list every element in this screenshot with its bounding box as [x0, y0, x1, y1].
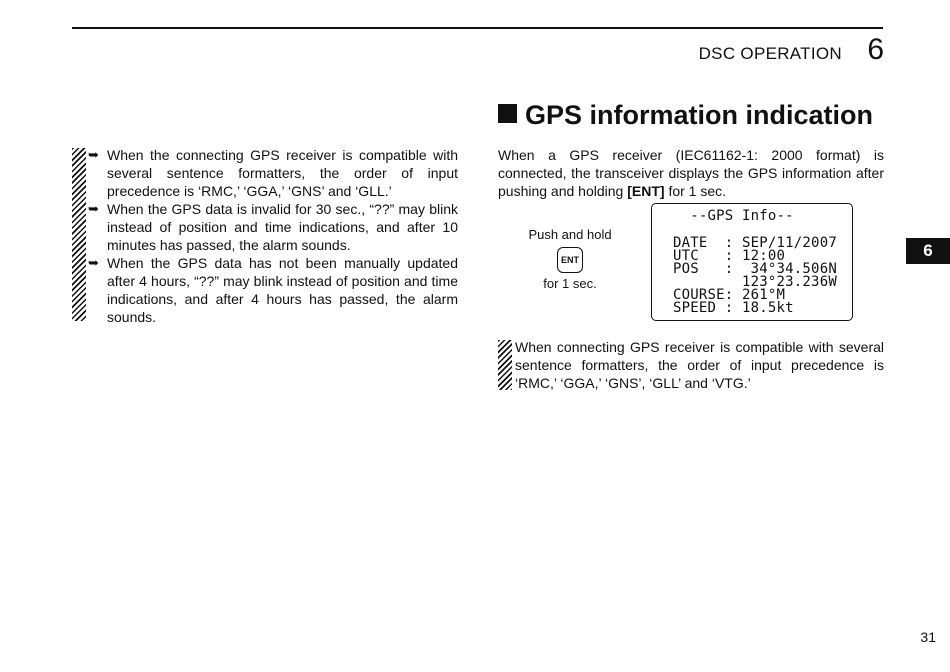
for-sec-label: for 1 sec.: [543, 276, 597, 291]
lcd-line: DATE : SEP/11/2007: [673, 235, 837, 251]
intro-text: When a GPS receiver (IEC61162-1: 2000 format) is connected, the transceiver displays the GPS information after pushing and holding: [498, 147, 884, 199]
right-note: When connecting GPS receiver is compatible with several sentence formatters, the order of input precedence is ‘RMC,’ ‘GGA,’ ‘GNS’, ‘GLL’ and ‘VTG.’: [515, 339, 884, 391]
lcd-line: 123°23.236W: [673, 274, 837, 290]
lcd-line: --GPS Info--: [673, 208, 794, 224]
lcd-line: SPEED : 18.5kt: [673, 300, 794, 316]
note-text: When the GPS data has not been manually updated after 4 hours, “??” may blink instead of position and time indications, and after 4 hours has passed, the alarm sounds.: [107, 255, 458, 325]
note-item: [88, 146, 458, 200]
left-notes: [88, 146, 458, 326]
intro-paragraph: [498, 146, 884, 200]
hatched-note-icon: [72, 148, 86, 321]
note-item: [88, 200, 458, 254]
intro-suffix: for 1 sec.: [664, 183, 727, 199]
lcd-line: UTC : 12:00: [673, 248, 786, 264]
push-hold-label: Push and hold: [528, 227, 612, 242]
section-heading-text: GPS information indication: [525, 100, 874, 130]
chapter-title: DSC OPERATION: [698, 44, 842, 63]
ent-key-icon: ENT: [557, 247, 583, 273]
note-text: When the connecting GPS receiver is compatible with several sentence formatters, the order of input precedence is ‘RMC,’ ‘GGA,’ ‘GNS’ and ‘GLL.’: [107, 147, 458, 199]
page-number: 31: [920, 629, 936, 645]
note-item: [88, 254, 458, 326]
note-text: When the GPS data is invalid for 30 sec., “??” may blink instead of position and time indications, and after 10 minutes has passed, the alarm sounds.: [107, 201, 458, 253]
section-heading: [498, 100, 873, 131]
arrow-bullet-icon: ➥: [88, 147, 99, 162]
lcd-display: [651, 203, 853, 321]
chapter-number: 6: [867, 33, 884, 66]
top-rule: [72, 27, 883, 29]
square-bullet-icon: [498, 104, 517, 123]
lcd-line: POS : 34°34.506N: [673, 261, 837, 277]
lcd-line: COURSE: 261°M: [673, 287, 786, 303]
hatched-note-icon: [498, 340, 512, 390]
arrow-bullet-icon: ➥: [88, 201, 99, 216]
chapter-side-tab: 6: [906, 238, 950, 264]
arrow-bullet-icon: ➥: [88, 255, 99, 270]
intro-key: [ENT]: [627, 183, 665, 199]
